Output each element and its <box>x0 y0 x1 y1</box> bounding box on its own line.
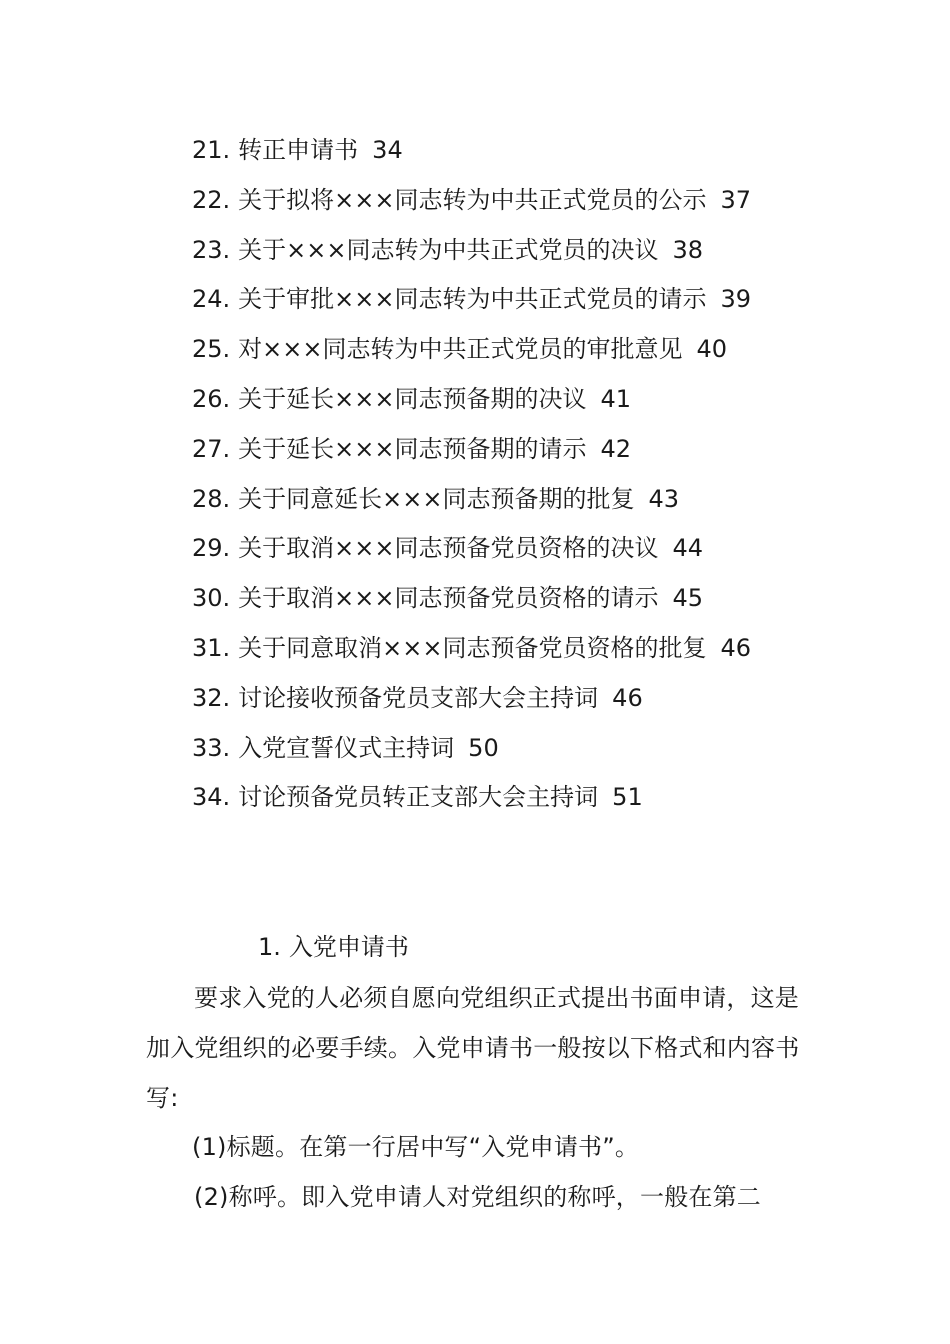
toc-entry-number: 23. <box>192 235 231 264</box>
toc-entry-number: 22. <box>192 185 231 214</box>
toc-entry-number: 31. <box>192 633 231 662</box>
table-of-contents <box>192 130 832 827</box>
toc-entry-page: 38 <box>672 235 704 264</box>
toc-entry-number: 30. <box>192 584 231 613</box>
toc-entry-page: 44 <box>672 534 704 563</box>
toc-entry-page: 41 <box>600 384 632 413</box>
toc-entry-page: 51 <box>612 783 643 812</box>
body-paragraph: (2)称呼。即入党申请人对党组织的称呼，一般在第二 <box>194 1183 761 1211</box>
toc-entry-title: 转正申请书 <box>238 136 359 164</box>
toc-entry <box>192 130 832 180</box>
toc-entry <box>192 379 832 429</box>
toc-entry-page: 46 <box>612 683 643 712</box>
toc-entry-title: 关于拟将×××同志转为中共正式党员的公示 <box>238 185 707 214</box>
toc-entry-title: 关于延长×××同志预备期的决议 <box>238 384 587 413</box>
toc-entry <box>192 628 832 678</box>
toc-entry-number: 32. <box>192 683 231 712</box>
section-title: 入党申请书 <box>288 933 409 961</box>
toc-entry-title: 对×××同志转为中共正式党员的审批意见 <box>238 335 683 364</box>
toc-entry <box>192 728 832 778</box>
toc-entry-number: 24. <box>192 285 231 314</box>
toc-entry <box>192 479 832 529</box>
toc-entry-page: 46 <box>720 633 752 662</box>
toc-entry-title: 关于取消×××同志预备党员资格的请示 <box>238 584 659 613</box>
toc-entry <box>192 429 832 479</box>
toc-entry-page: 45 <box>672 584 704 613</box>
toc-entry-title: 关于同意延长×××同志预备期的批复 <box>238 484 635 513</box>
body-paragraph: (1)标题。在第一行居中写“入党申请书”。 <box>192 1133 640 1161</box>
toc-entry <box>192 528 832 578</box>
section-number: 1. <box>258 933 281 961</box>
toc-entry-title: 讨论预备党员转正支部大会主持词 <box>238 783 599 812</box>
toc-entry <box>192 230 832 280</box>
toc-entry <box>192 180 832 230</box>
toc-entry <box>192 777 832 827</box>
toc-entry-title: 关于同意取消×××同志预备党员资格的批复 <box>238 633 707 662</box>
toc-entry-page: 39 <box>720 285 752 314</box>
toc-entry-number: 33. <box>192 733 231 762</box>
toc-entry-page: 42 <box>600 434 632 463</box>
toc-entry-title: 关于延长×××同志预备期的请示 <box>238 434 587 463</box>
toc-entry-page: 34 <box>372 136 403 164</box>
toc-entry <box>192 279 832 329</box>
toc-entry-number: 27. <box>192 434 231 463</box>
toc-entry-title: 关于×××同志转为中共正式党员的决议 <box>238 235 659 264</box>
body-paragraph: 要求入党的人必须自愿向党组织正式提出书面申请，这是加入党组织的必要手续。入党申请书一般按以下格式和内容书写: <box>146 984 800 1112</box>
toc-entry-title: 关于审批×××同志转为中共正式党员的请示 <box>238 285 707 314</box>
toc-entry-number: 29. <box>192 534 231 563</box>
toc-entry-page: 43 <box>648 484 680 513</box>
toc-entry-number: 25. <box>192 335 231 364</box>
toc-entry-number: 21. <box>192 136 231 164</box>
toc-entry-number: 26. <box>192 384 231 413</box>
toc-entry-number: 28. <box>192 484 231 513</box>
toc-entry <box>192 329 832 379</box>
toc-entry-page: 50 <box>468 733 499 762</box>
toc-entry <box>192 578 832 628</box>
toc-entry <box>192 678 832 728</box>
toc-entry-page: 40 <box>696 335 728 364</box>
toc-entry-title: 入党宣誓仪式主持词 <box>238 733 455 762</box>
toc-entry-number: 34. <box>192 783 231 812</box>
toc-entry-title: 讨论接收预备党员支部大会主持词 <box>238 683 599 712</box>
toc-entry-page: 37 <box>720 185 752 214</box>
toc-entry-title: 关于取消×××同志预备党员资格的决议 <box>238 534 659 563</box>
section-heading <box>258 927 409 967</box>
